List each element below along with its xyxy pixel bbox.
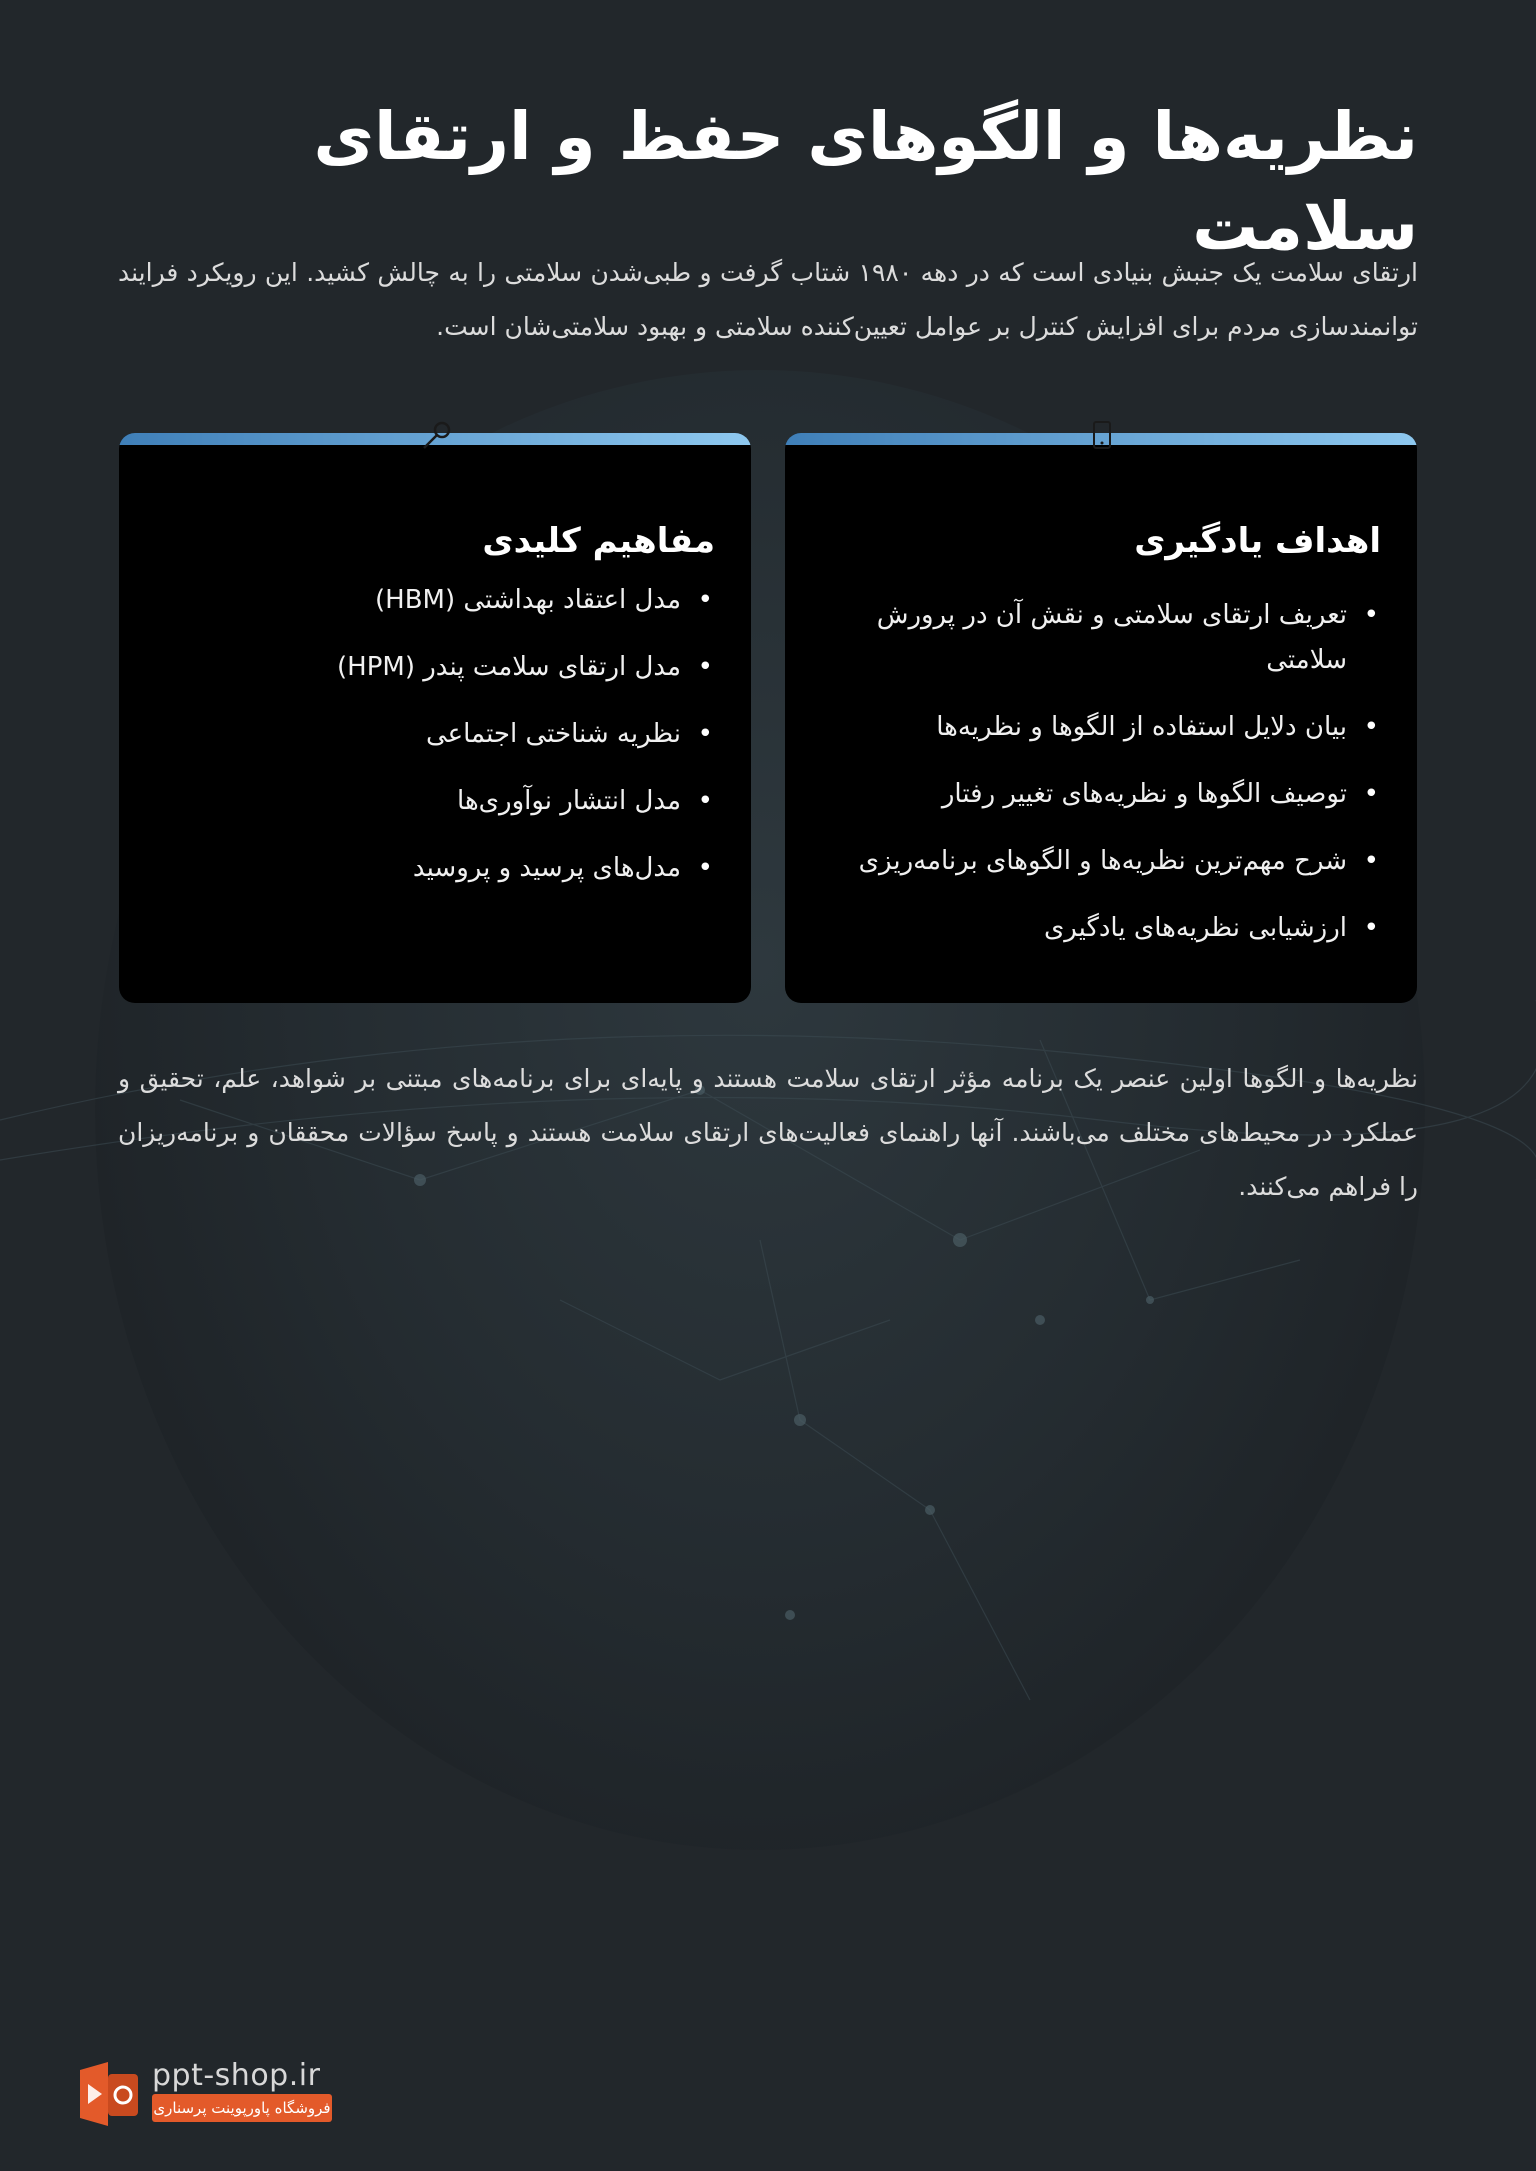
list-item: • ارزشیابی نظریه‌های یادگیری [815, 906, 1347, 951]
list-item: • مدل اعتقاد بهداشتی (HBM) [149, 578, 681, 623]
list-item: • نظریه شناختی اجتماعی [149, 712, 681, 757]
list-item: • توصیف الگوها و نظریه‌های تغییر رفتار [815, 772, 1347, 817]
list-item: • شرح مهم‌ترین نظریه‌ها و الگوهای برنامه‌ریزی [815, 839, 1347, 884]
key-concepts-heading: مفاهیم کلیدی [482, 521, 715, 561]
page-title: نظریه‌ها و الگوهای حفظ و ارتقای سلامت [313, 98, 1418, 265]
intro-paragraph: ارتقای سلامت یک جنبش بنیادی است که در دهه ۱۹۸۰ شتاب گرفت و طبی‌شدن سلامتی را به چالش کشید. این رویکرد فرایند توانمندسازی مردم برای افزایش کنترل بر عوامل تعیین‌کننده سلامتی و بهبود سلامتی‌شان است. [118, 258, 1418, 341]
learning-objectives-card [785, 433, 1417, 1003]
key-icon [416, 418, 456, 458]
list-item: • مدل‌های پرسید و پروسید [149, 846, 681, 891]
logo-mark-icon [78, 2060, 150, 2128]
list-item: • تعریف ارتقای سلامتی و نقش آن در پرورش سلامتی [815, 593, 1347, 683]
learning-objectives-heading: اهداف یادگیری [1134, 521, 1381, 561]
logo-tagline: فروشگاه پاورپوینت پرسناری [152, 2094, 332, 2122]
list-item: • مدل انتشار نوآوری‌ها [149, 779, 681, 824]
mobile-phone-icon [1082, 418, 1122, 458]
key-concepts-card [119, 433, 751, 1003]
key-concepts-list [149, 578, 715, 913]
list-item: • مدل ارتقای سلامت پندر (HPM) [149, 645, 681, 690]
logo-domain-text: ppt-shop.ir [152, 2058, 321, 2093]
closing-paragraph: نظریه‌ها و الگوها اولین عنصر یک برنامه مؤثر ارتقای سلامت هستند و پایه‌ای برای برنامه‌های مبتنی بر شواهد، علم، تحقیق و عملکرد در محیط‌های مختلف می‌باشند. آنها راهنمای فعالیت‌های ارتقای سلامت هستند و پاسخ سؤالات محققان و برنامه‌ریزان را فراهم می‌کنند. [118, 1064, 1418, 1201]
list-item: • بیان دلایل استفاده از الگوها و نظریه‌ها [815, 705, 1347, 750]
ppt-shop-logo[interactable] [78, 2058, 338, 2128]
learning-objectives-list [815, 593, 1381, 973]
